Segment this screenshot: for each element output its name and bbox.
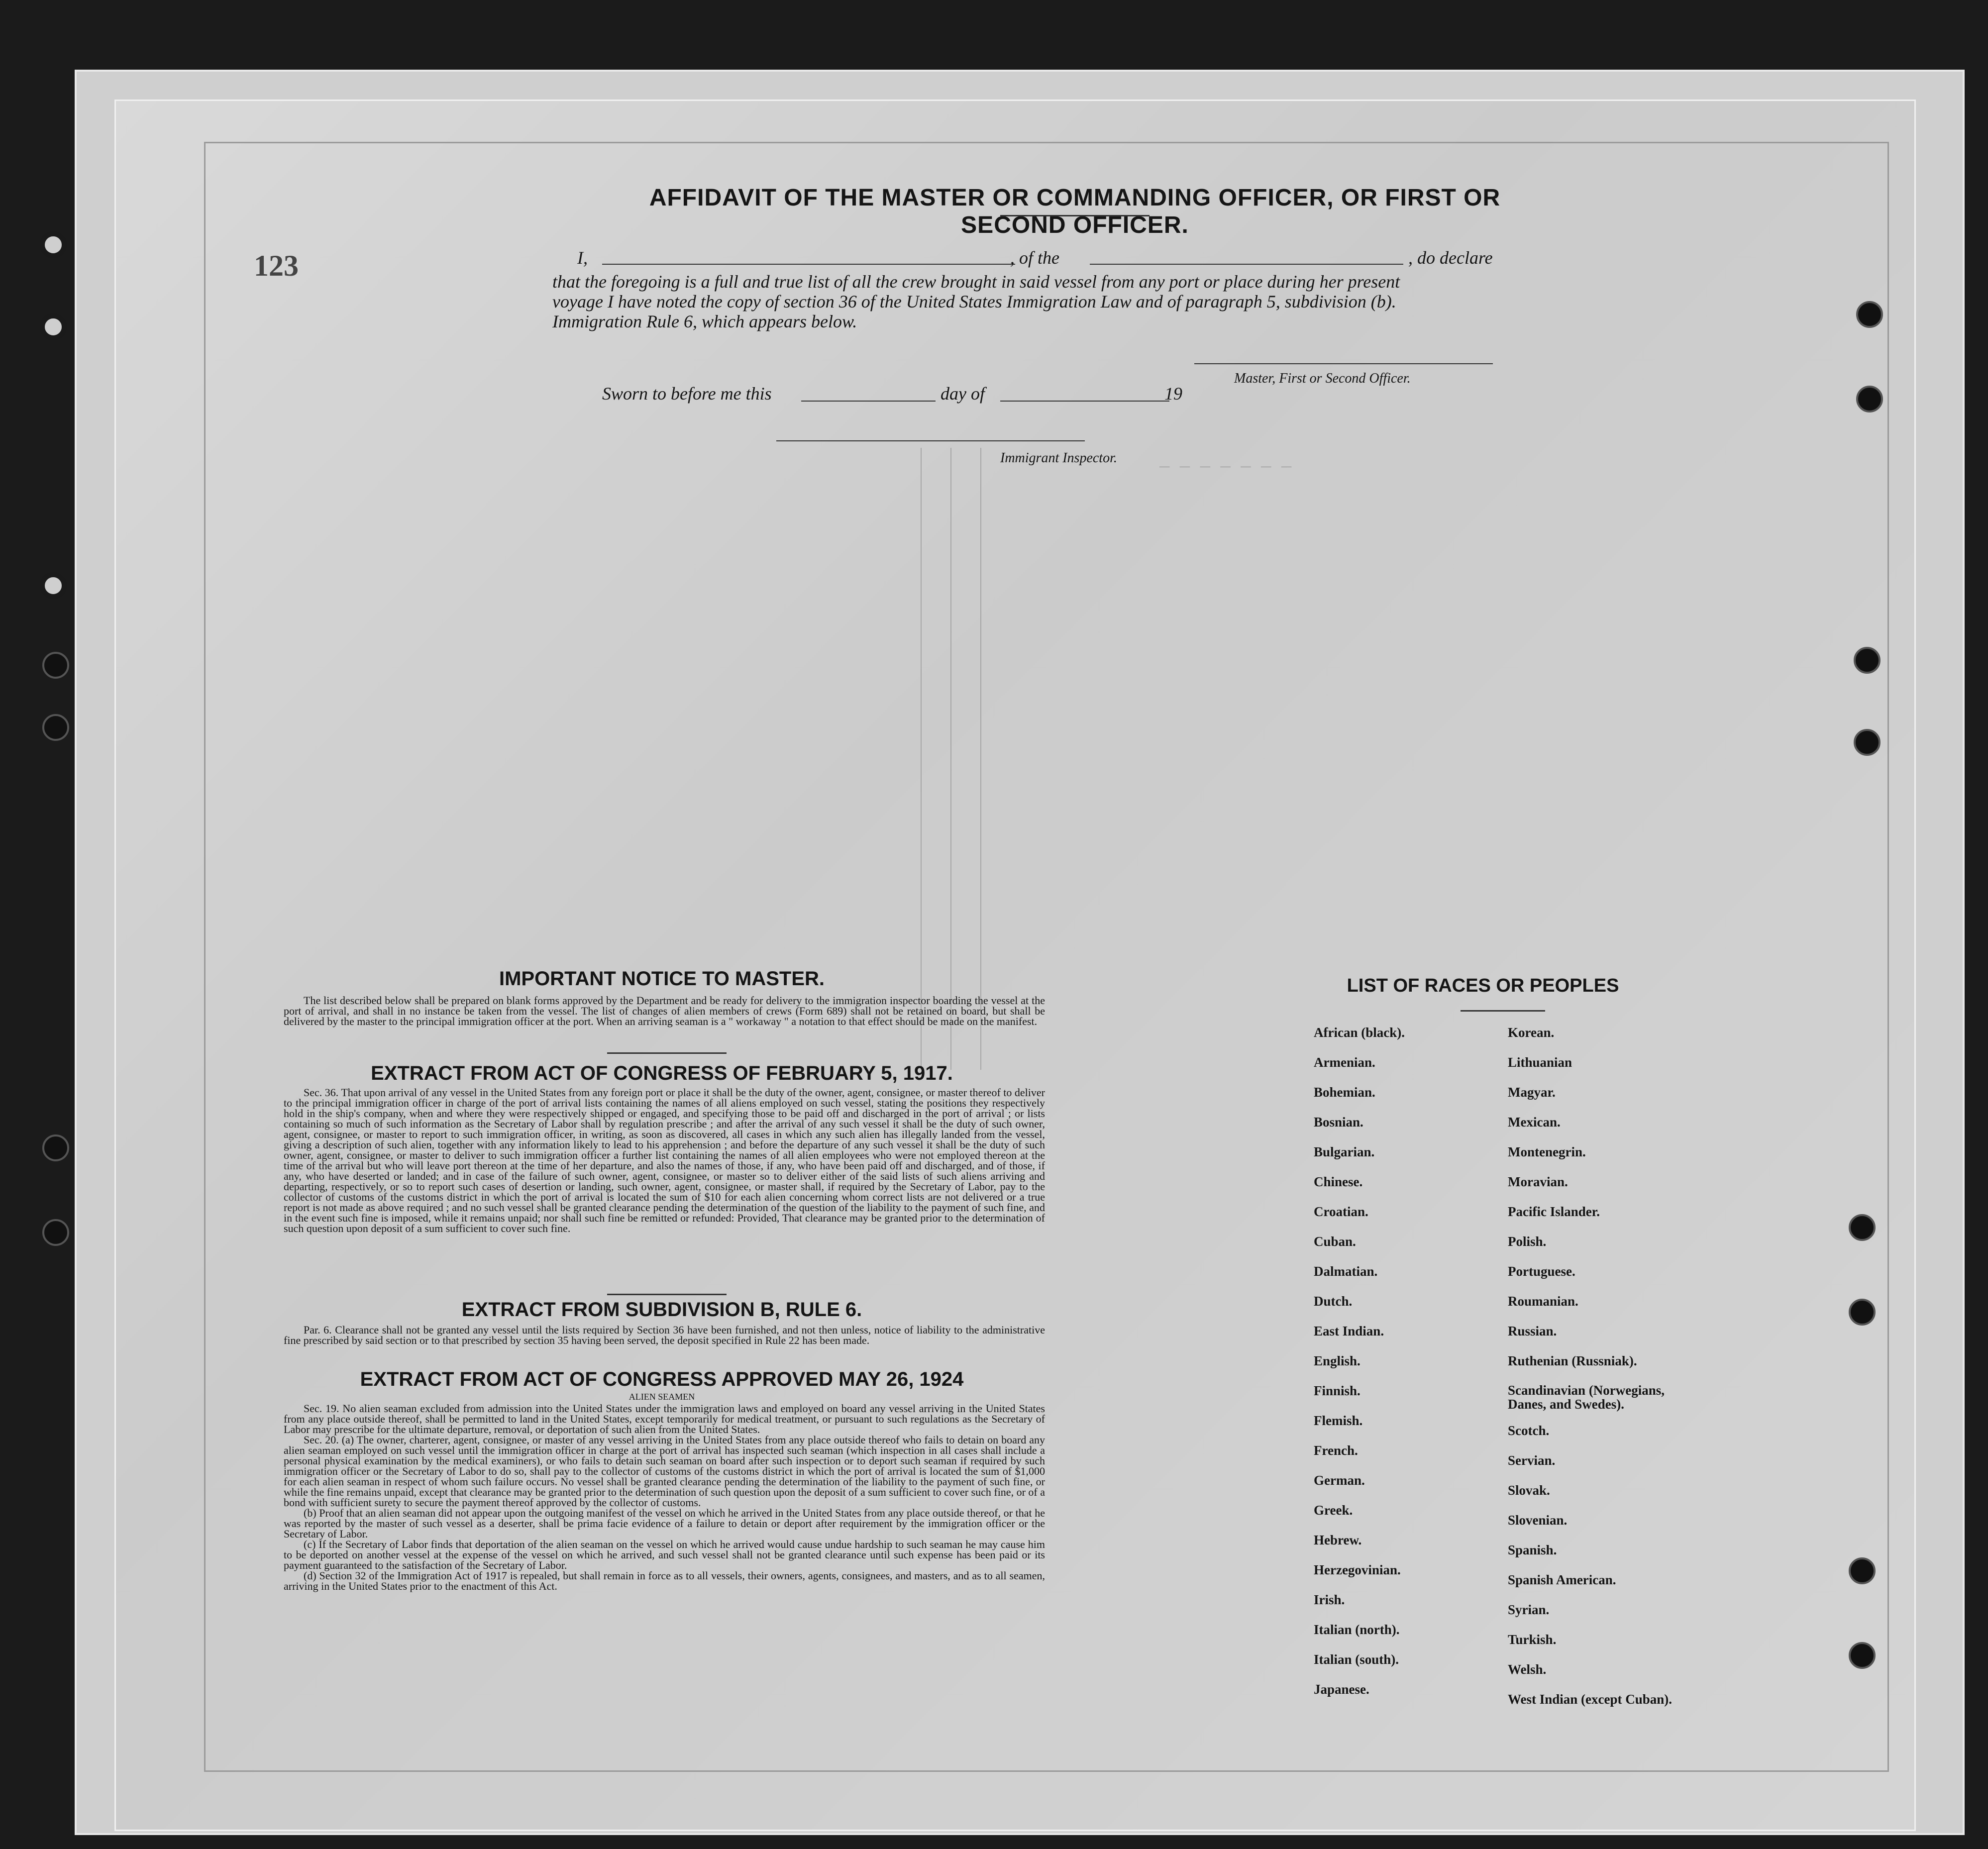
inspector-label: Immigrant Inspector.: [1000, 450, 1117, 466]
race-item: Armenian.: [1314, 1055, 1375, 1070]
binder-hole: [40, 313, 67, 340]
binder-hole: [1854, 647, 1881, 674]
inspector-line: [776, 440, 1085, 441]
sworn-label: Sworn to before me this: [602, 384, 772, 404]
affidavit-title: AFFIDAVIT OF THE MASTER OR COMMANDING OFFICER, OR FIRST OR SECOND OFFICER.: [649, 185, 1501, 238]
race-item: Bulgarian.: [1314, 1144, 1375, 1159]
race-item: East Indian.: [1314, 1324, 1384, 1338]
binder-hole: [42, 1219, 69, 1246]
vessel-blank: [1090, 264, 1403, 265]
race-item: Turkish.: [1508, 1632, 1557, 1647]
race-item: Italian (south).: [1314, 1652, 1399, 1667]
race-item: Croatian.: [1314, 1204, 1368, 1219]
race-item: Dutch.: [1314, 1294, 1353, 1309]
race-item: Servian.: [1508, 1453, 1556, 1468]
binder-hole: [1849, 1642, 1876, 1669]
race-item: Chinese.: [1314, 1174, 1363, 1189]
race-item: Korean.: [1508, 1025, 1555, 1040]
binder-hole: [1854, 729, 1881, 756]
races-right-column: [1508, 1025, 1692, 1722]
race-item: African (black).: [1314, 1025, 1405, 1040]
extract-1924-title: EXTRACT FROM ACT OF CONGRESS APPROVED MAY 26, 1924: [360, 1368, 964, 1390]
race-item: Magyar.: [1508, 1085, 1556, 1100]
race-item: Irish.: [1314, 1592, 1345, 1607]
binder-hole: [1849, 1299, 1876, 1326]
affidavit-body-line4: Immigration Rule 6, which appears below.: [552, 311, 857, 331]
race-item: Flemish.: [1314, 1413, 1363, 1428]
race-item: Polish.: [1508, 1234, 1547, 1249]
affidavit-page: — — — — — — — 123 AFFIDAVIT OF THE MASTER OR COMMANDING OFFICER, OR FIRST OR SECOND OFFICER. I, , of the , do declare that the foregoing is a full and true list of all the crew brought in said vessel from any port or place during her present voyage I have noted the copy of section 36 of the United States Immigration Law and of paragraph 5, subdivision (b). Immigration Rule 6, which appears below. Master, First or Second Officer. Sworn to before me this day of 19 Immigrant Inspector. IMPORTANT NOTICE TO MASTER. The list described below shall be prepared on blank forms approved by the Department and be ready for delivery to the immigration inspector boarding the vessel at the port of arrival, and shall in no instance be taken from the vessel. The list of changes of alien members of crews (Form 689) shall not be retained on board, but shall be delivered by the master to the principal immigration officer at the port. When an arriving seaman is a " workaway " a notation to that effect should be made on the manifest. EXTRACT FROM ACT OF CONGRESS OF FEBRUARY 5, 1917. Sec. 36. That upon arrival of any vessel in the United States from any foreign port or place it shall be the duty of the owner, agent, consignee, or master thereof to deliver to the principal immigration officer in charge of the port of arrival lists containing the names of all aliens employed on such vessel, stating the positions they respectively hold in the ship's company, when and where they were respectively shipped or engaged, and specifying those to be paid off and discharged in the port of arrival ; or lists containing so much of such information as the Secretary of Labor shall by regulation prescribe ; and after the arrival of any such vessel it shall be the duty of such owner, agent, consignee, or master to report to such immigration officer, in writing, as soon as discovered, all cases in which any such alien has illegally landed from the vessel, giving a description of such alien, together with any information likely to lead to his apprehension ; and before the departure of any such vessel it shall be the duty of such owner, agent, consignee, or master to deliver to such immigration officer a further list containing the names of all alien employees who were not employed thereon at the time of the arrival but who will leave port thereon at the time of her departure, and also the names of those, if any, who have been paid off and discharged, and of those, if any, who have deserted or landed; and in case of the failure of such owner, agent, consignee, or master so to deliver either of the said lists of such aliens arriving and departing, respectively, or so to report such cases of desertion or landing, such owner, agent, consignee, or master shall, if required by the Secretary of Labor, pay to the collector of customs of the customs district in which the port of arrival is located the sum of $10 for each alien concerning whom correct lists are not delivered or a true report is not made as above required ; and no such vessel shall be granted clearance pending the determination of the question of the liability to the payment of such fine, and in the event such fine is imposed, while it remains unpaid; nor shall such fine be remitted or refunded: Provided, That clearance may be granted prior to the determination of such question upon deposit of a sum sufficient to cover such fine. EXTRACT FROM SUBDIVISION B, RULE 6. Par. 6. Clearance shall not be granted any vessel until the lists required by Section 36 have been furnished, and not then unless, notice of liability to the administrative fine prescribed by said section or to that prescribed by section 35 having been served, the deposit specified in Rule 22 has been made. EXTRACT FROM ACT OF CONGRESS APPROVED MAY 26, 1924 ALIEN SEAMEN Sec. 19. No alien seaman excluded from admission into the United States under the immigration laws and employed on board any vessel arriving in the United States from any place outside thereof, shall be permitted to land in the United States, except temporarily for medical treatment, or pursuant to such regulations as the Secretary of Labor may prescribe for the ultimate departure, removal, or deportation of such alien from the United States. Sec. 20. (a) The owner, charterer, agent, consignee, or master of any vessel arriving in the United States from any place outside thereof who fails to detain on board any alien seaman employed on such vessel until the immigration officer in charge at the port of arrival has inspected such seaman (which inspection in all cases shall include a personal physical examination by the medical examiners), or who fails to detain such seaman on board after such inspection or to deport such seaman if required by such immigration officer or the Secretary of Labor to do so, shall pay to the collector of customs of the customs district in which the port of arrival is located the sum of $1,000 for each alien seaman in respect of whom such failure occurs. No vessel shall be granted clearance pending the determination of the liability to the payment of such fine, or while the fine remains unpaid, except that clearance may be granted prior to the determination of such question upon the deposit of a sum sufficient to cover such fine, or of a bond with sufficient surety to secure the payment thereof approved by the collector of customs. (b) Proof that an alien seaman did not appear upon the outgoing manifest of the vessel on which he arrived in the United States from any place outside thereof, or that he was reported by the master of such vessel as a deserter, shall be prima facie evidence of a failure to detain or deport after requirement by the immigration officer or the Secretary of Labor. (c) If the Secretary of Labor finds that deportation of the alien seaman on the vessel on which he arrived would cause undue hardship to such seaman he may cause him to be deported on another vessel at the expense of the vessel on which he arrived, and such vessel shall not be granted clearance until such expense has been paid or its payment guaranteed to the satisfaction of the Secretary of Labor. (d) Section 32 of the Immigration Act of 1917 is repealed, but shall remain in force as to all vessels, their owners, agents, consignees, and masters, and as to all seamen, arriving in the United States prior to the enactment of this Act. LIST OF RACES OR PEOPLES African (black). Armenian. Bohemian. Bosnian. Bulgarian. Chinese. Croatian. Cuban. Dalmatian. Dutch. East Indian. English. Finnish. Flemish. French. German. Greek. Hebrew. Herzegovinian. Irish. Italian (north). Italian (south). Japanese. Korean. Lithuanian Magyar. Mexican. Montenegrin. Moravian. Pacific Islander. Polish. Portuguese. Roumanian. Russian. Ruthenian (Russniak). Scandinavian (Norwegians, Danes, and Swedes). Scotch. Servian. Slovak. Slovenian. Spanish. Spanish American. Syrian. Turkish. Welsh. West Indian (except Cuban).: [114, 100, 1916, 1831]
race-item: Slovenian.: [1508, 1513, 1568, 1528]
declare-label: , do declare: [1408, 248, 1493, 268]
race-item: Portuguese.: [1508, 1264, 1575, 1279]
races-title: LIST OF RACES OR PEOPLES: [1347, 975, 1619, 996]
affidavit-body-line2: that the foregoing is a full and true list of all the crew brought in said vessel from any port or place during her present: [552, 272, 1400, 292]
race-item: Spanish American.: [1508, 1572, 1616, 1587]
month-blank: [1000, 401, 1169, 402]
race-item: Lithuanian: [1508, 1055, 1572, 1070]
binder-hole: [1849, 1557, 1876, 1584]
notice-title: IMPORTANT NOTICE TO MASTER.: [499, 968, 825, 990]
title-rule: [1000, 215, 1150, 216]
binder-hole: [40, 231, 67, 258]
extract-rule6-text: Par. 6. Clearance shall not be granted any vessel until the lists required by Section 36 have been furnished, and not then unless, notice of liability to the administrative fine prescribed by said section or to that prescribed by section 35 having been served, the deposit specified in Rule 22 has been made.: [284, 1324, 1045, 1346]
race-item: Herzegovinian.: [1314, 1562, 1401, 1577]
race-item: Finnish.: [1314, 1383, 1360, 1398]
race-item: Roumanian.: [1508, 1294, 1578, 1309]
margin-mark: 123: [254, 249, 299, 282]
race-item: Spanish.: [1508, 1542, 1557, 1557]
day-of-label: day of: [941, 384, 985, 404]
races-left-column: [1314, 1025, 1405, 1712]
extract-rule6-title: EXTRACT FROM SUBDIVISION B, RULE 6.: [461, 1299, 862, 1321]
notice-text: The list described below shall be prepared on blank forms approved by the Department and be ready for delivery to the immigration inspector boarding the vessel at the port of arrival, and shall in no instance be taken from the vessel. The list of changes of alien members of crews (Form 689) shall not be retained on board, but shall be delivered by the master to the principal immigration officer at the port. When an arriving seaman is a " workaway " a notation to that effect should be made on the manifest.: [284, 994, 1045, 1027]
race-item: English.: [1314, 1353, 1360, 1368]
race-item: Pacific Islander.: [1508, 1204, 1600, 1219]
race-item: French.: [1314, 1443, 1358, 1458]
race-item: Hebrew.: [1314, 1533, 1362, 1547]
binder-hole: [1849, 1214, 1876, 1241]
race-item: Russian.: [1508, 1324, 1557, 1338]
binder-hole: [42, 714, 69, 741]
race-item: Bohemian.: [1314, 1085, 1375, 1100]
race-item: Dalmatian.: [1314, 1264, 1378, 1279]
affidavit-i-label: I,: [577, 248, 588, 268]
binder-hole: [1856, 386, 1883, 412]
divider: [1461, 1010, 1545, 1012]
race-item: Moravian.: [1508, 1174, 1568, 1189]
race-item: Italian (north).: [1314, 1622, 1400, 1637]
affidavit-body-line3: voyage I have noted the copy of section 36 of the United States Immigration Law and of paragraph 5, subdivision (b).: [552, 292, 1396, 311]
race-item: Syrian.: [1508, 1602, 1550, 1617]
race-item: Mexican.: [1508, 1115, 1561, 1130]
race-item: Cuban.: [1314, 1234, 1356, 1249]
divider: [607, 1294, 727, 1295]
extract-1917-title: EXTRACT FROM ACT OF CONGRESS OF FEBRUARY 5, 1917.: [371, 1062, 953, 1084]
binder-hole: [42, 1134, 69, 1161]
race-item: Ruthenian (Russniak).: [1508, 1353, 1637, 1368]
extract-1917-text: Sec. 36. That upon arrival of any vessel in the United States from any foreign port or place it shall be the duty of the owner, agent, consignee, or master thereof to deliver to the principal immigration officer in charge of the port of arrival lists containing the names of all aliens employed on such vessel, stating the positions they respectively hold in the ship's company, when and where they were respectively shipped or engaged, and specifying those to be paid off and discharged in the port of arrival ; or lists containing so much of such information as the Secretary of Labor shall by regulation prescribe ; and after the arrival of any such vessel it shall be the duty of such owner, agent, consignee, or master to report to such immigration officer, in writing, as soon as discovered, all cases in which any such alien has illegally landed from the vessel, giving a description of such alien, together with any information likely to lead to his apprehension ; and before the departure of any such vessel it shall be the duty of such owner, agent, consignee, or master to deliver to such immigration officer a further list containing the names of all alien employees who were not employed thereon at the time of the arrival but who will leave port thereon at the time of her departure, and also the names of those, if any, who have been paid off and discharged, and of those, if any, who have deserted or landed; and in case of the failure of such owner, agent, consignee, or master so to deliver either of the said lists of such aliens arriving and departing, respectively, or so to report such cases of desertion or landing, such owner, agent, consignee, or master shall, if required by the Secretary of Labor, pay to the collector of customs of the customs district in which the port of arrival is located the sum of $10 for each alien concerning whom correct lists are not delivered or a true report is not made as above required ; and no such vessel shall be granted clearance pending the determination of the question of the liability to the payment of such fine, and in the event such fine is imposed, while it remains unpaid; nor shall such fine be remitted or refunded: Provided, That clearance may be granted prior to the determination of such question upon deposit of a sum sufficient to cover such fine.: [284, 1086, 1045, 1234]
name-blank: [602, 264, 1015, 265]
race-item: Japanese.: [1314, 1682, 1369, 1697]
race-item: West Indian (except Cuban).: [1508, 1692, 1673, 1707]
divider: [607, 1052, 727, 1054]
race-item: Welsh.: [1508, 1662, 1547, 1677]
race-item: Scotch.: [1508, 1423, 1550, 1438]
of-the-label: , of the: [1010, 248, 1059, 268]
year-label: 19: [1164, 384, 1182, 404]
race-item: German.: [1314, 1473, 1365, 1488]
race-item: Montenegrin.: [1508, 1144, 1586, 1159]
race-item: Slovak.: [1508, 1483, 1550, 1498]
binder-hole: [42, 652, 69, 679]
extract-1924-text: Sec. 19. No alien seaman excluded from admission into the United States under the immigration laws and employed on board any vessel arriving in the United States from any place outside thereof, shall be permitted to land in the United States, except temporarily for medical treatment, or pursuant to such regulations as the Secretary of Labor may prescribe for the ultimate departure, removal, or deportation of such alien from the United States. Sec. 20. (a) The owner, charterer, agent, consignee, or master of any vessel arriving in the United States from any place outside thereof who fails to detain on board any alien seaman employed on such vessel until the immigration officer in charge at the port of arrival has inspected such seaman (which inspection in all cases shall include a personal physical examination by the medical examiners), or who fails to detain such seaman on board after such inspection or to deport such seaman if required by such immigration officer or the Secretary of Labor to do so, shall pay to the collector of customs of the customs district in which the port of arrival is located the sum of $1,000 for each alien seaman in respect of whom such failure occurs. No vessel shall be granted clearance pending the determination of the liability to the payment of such fine, or while the fine remains unpaid, except that clearance may be granted prior to the determination of such question upon the deposit of a sum sufficient to cover such fine, or of a bond with sufficient surety to secure the payment thereof approved by the collector of customs. (b) Proof that an alien seaman did not appear upon the outgoing manifest of the vessel on which he arrived in the United States from any place outside thereof, or that he was reported by the master of such vessel as a deserter, shall be prima facie evidence of a failure to detain or deport after requirement by the immigration officer or the Secretary of Labor. (c) If the Secretary of Labor finds that deportation of the alien seaman on the vessel on which he arrived would cause undue hardship to such seaman he may cause him to be deported on another vessel at the expense of the vessel on which he arrived, and such vessel shall not be granted clearance until such expense has been paid or its payment guaranteed to the satisfaction of the Secretary of Labor. (d) Section 32 of the Immigration Act of 1917 is repealed, but shall remain in force as to all vessels, their owners, agents, consignees, and masters, and as to all seamen, arriving in the United States prior to the enactment of this Act.: [284, 1402, 1045, 1592]
binder-hole: [40, 572, 67, 599]
signature-label: Master, First or Second Officer.: [1234, 371, 1411, 386]
extract-1924-subtitle: ALIEN SEAMEN: [628, 1392, 695, 1402]
binder-hole: [1856, 301, 1883, 328]
race-item: Scandinavian (Norwegians, Danes, and Swedes).: [1508, 1383, 1665, 1412]
sworn-day-blank: [801, 401, 936, 402]
signature-line: [1194, 363, 1493, 364]
race-item: Greek.: [1314, 1503, 1353, 1518]
race-item: Bosnian.: [1314, 1115, 1363, 1130]
